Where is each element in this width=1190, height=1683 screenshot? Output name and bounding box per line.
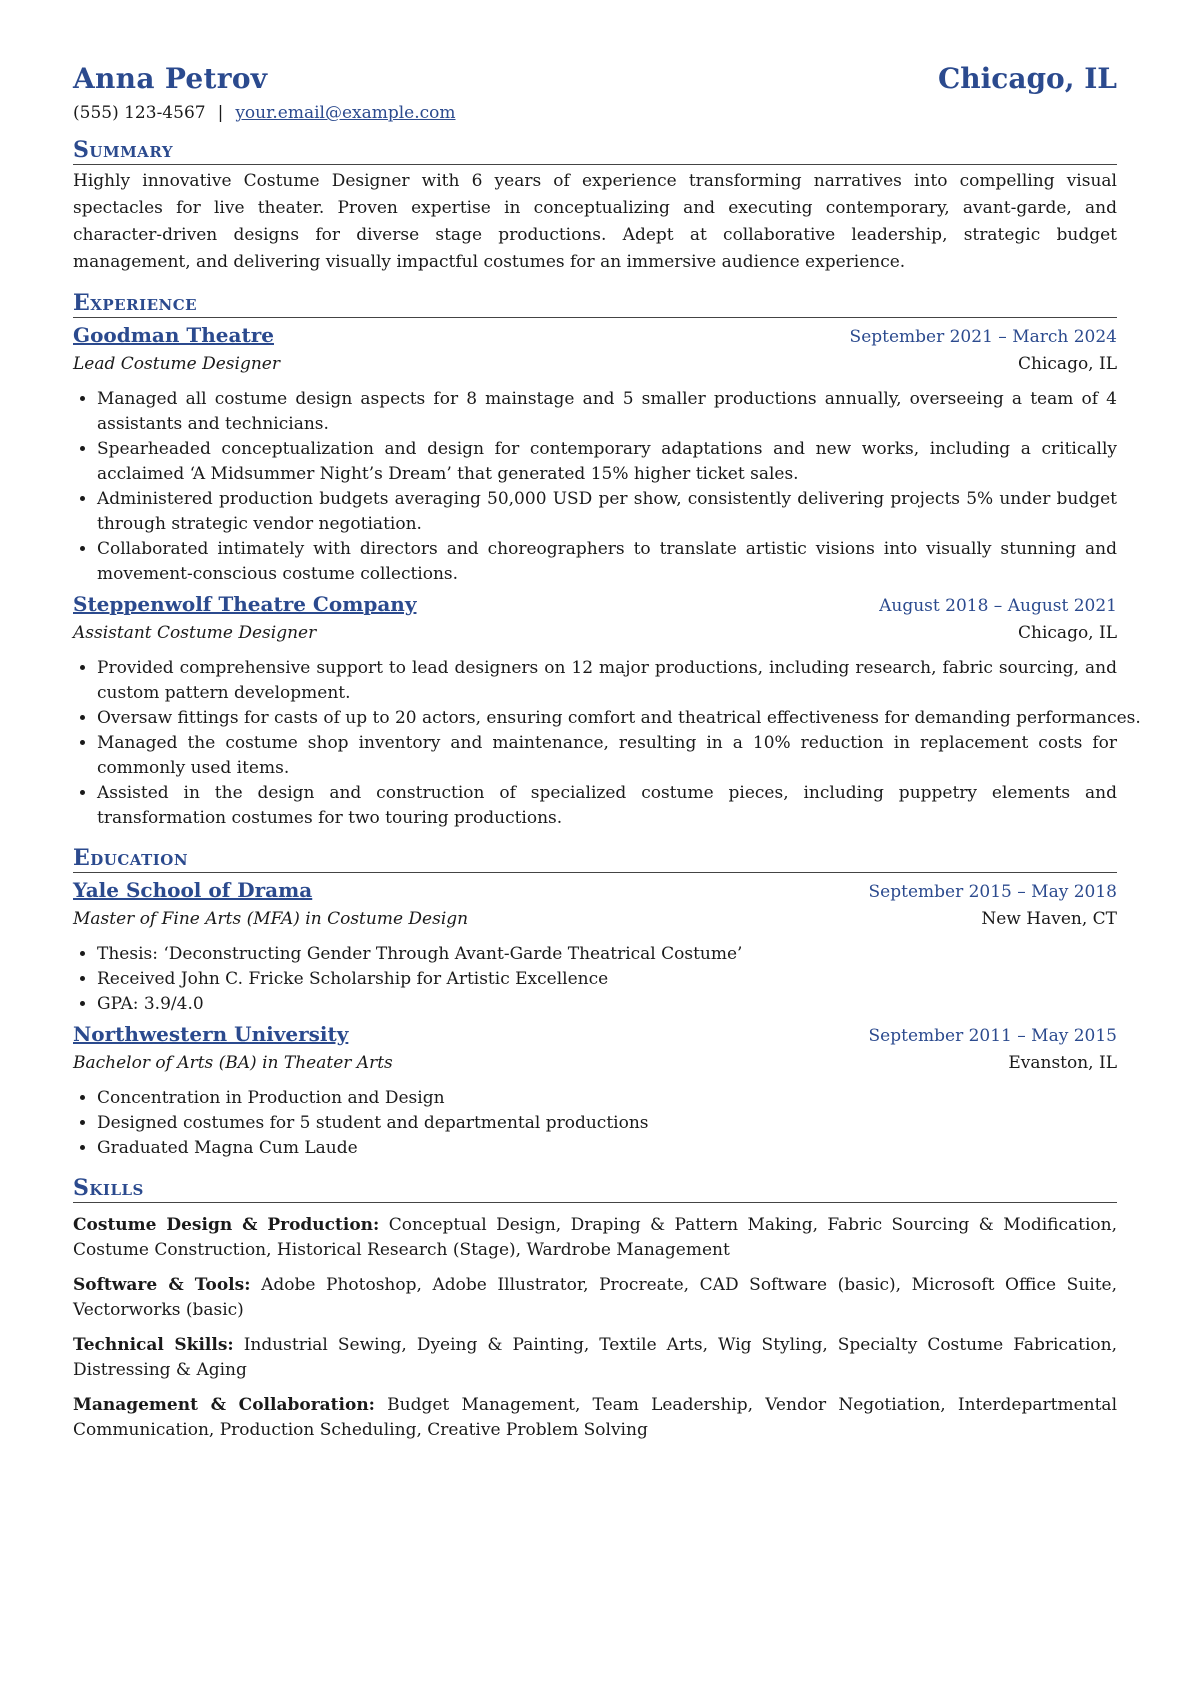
list-item: • Oversaw fittings for casts of up to 20 actors, ensuring comfort and theatrical effectiveness for demanding performances. bbox=[97, 706, 1117, 731]
list-item: • Managed the costume shop inventory and maintenance, resulting in a 10% reduction in replacement costs for commonly used items. bbox=[97, 731, 1117, 781]
school-location: Evanston, IL bbox=[1008, 1053, 1117, 1073]
skill-group bbox=[73, 1333, 1117, 1383]
school-link[interactable]: Northwestern University bbox=[73, 1022, 349, 1046]
bullet-list bbox=[73, 1086, 1117, 1161]
list-item: • GPA: 3.9/4.0 bbox=[97, 992, 1117, 1017]
header bbox=[73, 62, 1117, 95]
skill-category: Management & Collaboration: bbox=[73, 1395, 375, 1415]
experience-heading: Experience bbox=[73, 290, 1117, 318]
education-entry bbox=[73, 876, 1117, 1017]
skills-heading: Skills bbox=[73, 1175, 1117, 1203]
list-item: • Received John C. Fricke Scholarship for Artistic Excellence bbox=[97, 967, 1117, 992]
school-link[interactable]: Yale School of Drama bbox=[73, 878, 313, 902]
phone-number: (555) 123-4567 bbox=[73, 103, 206, 123]
contact-separator: | bbox=[217, 103, 224, 123]
study-dates: September 2011 – May 2015 bbox=[868, 1026, 1117, 1046]
skill-category: Costume Design & Production: bbox=[73, 1215, 380, 1235]
summary-text: Highly innovative Costume Designer with 6 years of experience transforming narratives into compelling visual spectacles for live theater. Proven expertise in conceptualizing and executing contemporary, avant-garde, and character-driven designs for diverse stage productions. Adept at collaborative leadership, strategic budget management, and delivering visually impactful costumes for an immersive audience experience. bbox=[73, 171, 1117, 272]
list-item: • Collaborated intimately with directors and choreographers to translate artistic visions into visually stunning and movement-conscious costume collections. bbox=[97, 537, 1117, 587]
employment-dates: August 2018 – August 2021 bbox=[879, 596, 1117, 616]
list-item: • Thesis: ‘Deconstructing Gender Through Avant-Garde Theatrical Costume’ bbox=[97, 942, 1117, 967]
list-item: • Spearheaded conceptualization and design for contemporary adaptations and new works, including a critically acclaimed ‘A Midsummer Night’s Dream’ that generated 15% higher ticket sales. bbox=[97, 437, 1117, 487]
list-item: • Designed costumes for 5 student and departmental productions bbox=[97, 1111, 1117, 1136]
skill-group bbox=[73, 1393, 1117, 1443]
bullet-list bbox=[73, 656, 1141, 831]
list-item: • Managed all costume design aspects for 8 mainstage and 5 smaller productions annually, overseeing a team of 4 assistants and technicians. bbox=[97, 387, 1117, 437]
education-entry bbox=[73, 1020, 1117, 1161]
list-item: • Concentration in Production and Design bbox=[97, 1086, 1117, 1111]
header-location: Chicago, IL bbox=[937, 62, 1117, 95]
school-location: New Haven, CT bbox=[981, 909, 1117, 929]
employer-link[interactable]: Goodman Theatre bbox=[73, 323, 274, 347]
contact-line bbox=[73, 103, 1117, 123]
degree: Bachelor of Arts (BA) in Theater Arts bbox=[73, 1053, 393, 1073]
study-dates: September 2015 – May 2018 bbox=[868, 882, 1117, 902]
experience-entry bbox=[73, 590, 1141, 831]
skill-group bbox=[73, 1213, 1117, 1263]
employment-dates: September 2021 – March 2024 bbox=[849, 327, 1117, 347]
summary-heading: Summary bbox=[73, 137, 1117, 165]
skill-list: Conceptual Design, Draping & Pattern Making, Fabric Sourcing & Modification, Costume Construction, Historical Research (Stage), Wardrobe Management bbox=[73, 1215, 1118, 1260]
skill-category: Software & Tools: bbox=[73, 1275, 251, 1295]
skill-group bbox=[73, 1273, 1117, 1323]
education-heading: Education bbox=[73, 845, 1117, 873]
list-item: • Provided comprehensive support to lead designers on 12 major productions, including research, fabric sourcing, and custom pattern development. bbox=[97, 656, 1117, 706]
email-link[interactable]: your.email@example.com bbox=[235, 103, 456, 123]
list-item: • Assisted in the design and construction of specialized costume pieces, including puppetry elements and transformation costumes for two touring productions. bbox=[97, 781, 1117, 831]
employer-link[interactable]: Steppenwolf Theatre Company bbox=[73, 592, 417, 616]
skill-list: Budget Management, Team Leadership, Vendor Negotiation, Interdepartmental Communication, Production Scheduling, Creative Problem Solving bbox=[73, 1395, 1117, 1440]
job-title: Assistant Costume Designer bbox=[73, 623, 317, 643]
degree: Master of Fine Arts (MFA) in Costume Design bbox=[73, 909, 469, 929]
list-item: • Graduated Magna Cum Laude bbox=[97, 1136, 1117, 1161]
bullet-list bbox=[73, 942, 1117, 1017]
experience-entry bbox=[73, 321, 1117, 587]
job-title: Lead Costume Designer bbox=[73, 354, 280, 374]
skill-list: Industrial Sewing, Dyeing & Painting, Textile Arts, Wig Styling, Specialty Costume Fabrication, Distressing & Aging bbox=[73, 1335, 1117, 1380]
skill-list: Adobe Photoshop, Adobe Illustrator, Procreate, CAD Software (basic), Microsoft Office Suite, Vectorworks (basic) bbox=[73, 1275, 1117, 1320]
skill-category: Technical Skills: bbox=[73, 1335, 234, 1355]
bullet-list bbox=[73, 387, 1117, 587]
job-location: Chicago, IL bbox=[1018, 354, 1117, 374]
candidate-name: Anna Petrov bbox=[73, 62, 268, 95]
job-location: Chicago, IL bbox=[1018, 623, 1117, 643]
list-item: • Administered production budgets averaging 50,000 USD per show, consistently delivering projects 5% under budget through strategic vendor negotiation. bbox=[97, 487, 1117, 537]
